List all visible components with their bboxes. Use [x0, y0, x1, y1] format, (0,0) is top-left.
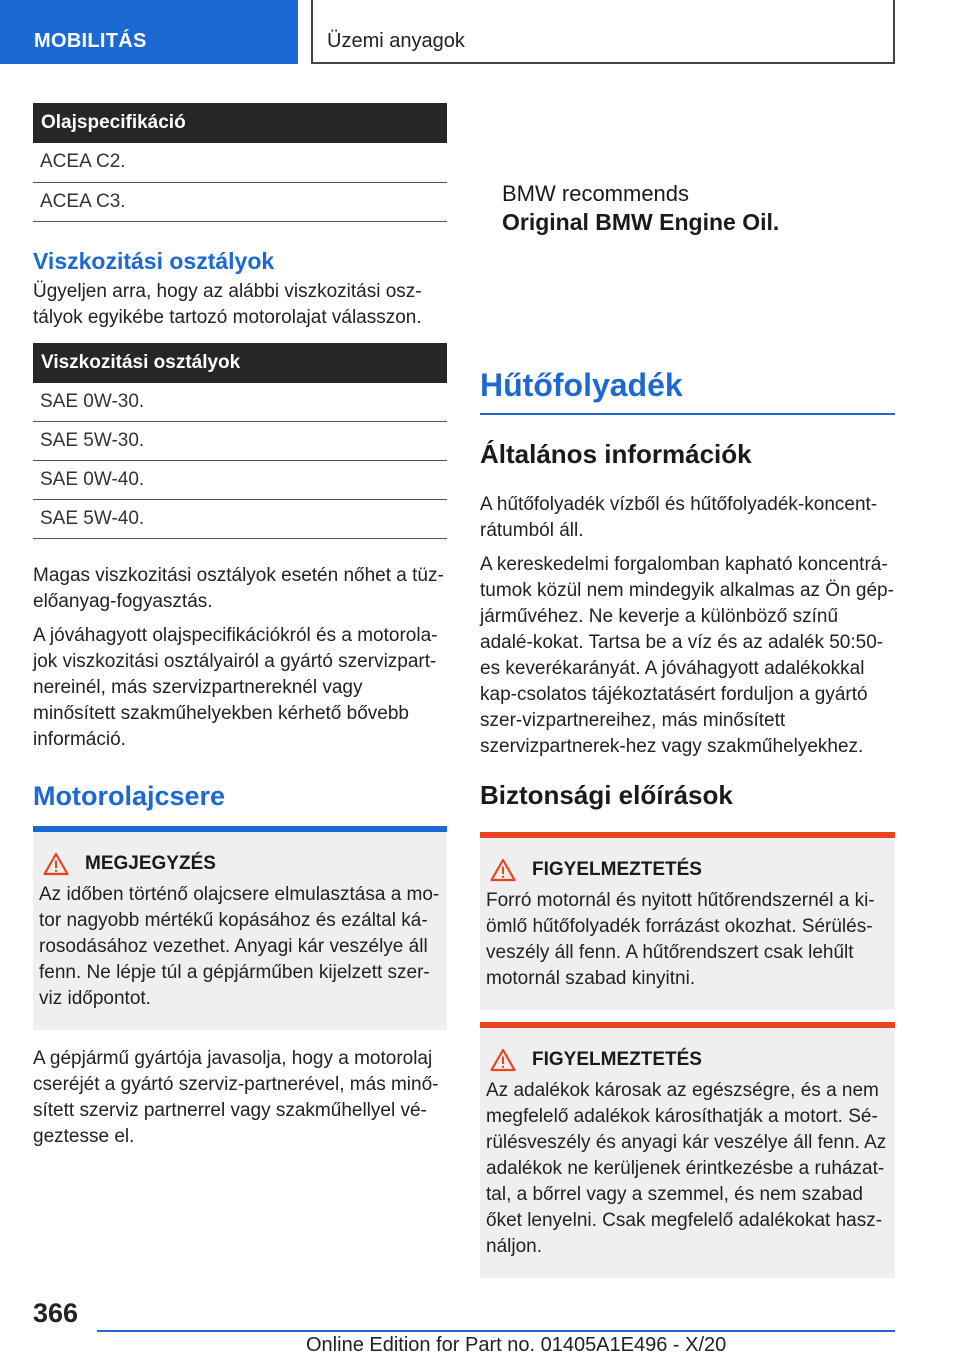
table-row: ACEA C2.	[33, 143, 447, 182]
warning-box-2	[480, 1028, 895, 1278]
general-info-para-1: A hűtőfolyadék vízből és hűtőfolyadék-koncent-rátumból áll.	[480, 493, 878, 541]
warning-header	[486, 1048, 889, 1072]
table-header: Olajspecifikáció	[33, 103, 447, 143]
page-number: 366	[33, 1298, 79, 1328]
viscosity-table	[33, 343, 447, 540]
notice-text: Az időben történő olajcsere elmulasztása a mo-tor nagyobb mértékű kopásához és ezáltal ká-rosodásához vezethet. Anyagi kár veszélye áll fenn. Ne lépje túl a gépjárműben kijelzett szer-viz időpontot.	[39, 884, 440, 1009]
right-column	[480, 103, 895, 1278]
warning-text: Forró motornál és nyitott hűtőrendszernél a ki-ömlő hűtőfolyadék forrázást okozhat. Sérülés-veszély áll fenn. A hűtőrendszert csak lehűlt motornál szabad kinyitni.	[486, 890, 875, 990]
viscosity-intro: Ügyeljen arra, hogy az alábbi viszkozitási osz-tályok egyikébe tartozó motorolajat válasszon.	[33, 280, 422, 328]
warning-title: FIGYELMEZTETÉS	[532, 859, 702, 881]
table-row: SAE 0W-30.	[33, 383, 447, 422]
oil-change-heading: Motorolajcsere	[33, 781, 226, 811]
notice-box	[33, 832, 447, 1030]
oil-change-text: A gépjármű gyártója javasolja, hogy a motorolaj cseréjét a gyártó szerviz-partnerével, más minő-sített szerviz partnerrel vagy szakműhellyel vé-geztesse el.	[33, 1048, 439, 1147]
warning-triangle-icon	[490, 1048, 516, 1072]
logo-line-2: Original BMW Engine Oil.	[502, 209, 780, 235]
notice-title: MEGJEGYZÉS	[85, 853, 216, 874]
safety-heading: Biztonsági előírások	[480, 779, 733, 810]
warning-header	[486, 858, 889, 882]
footer-edition: Online Edition for Part no. 01405A1E496 - X/20	[306, 1334, 727, 1356]
general-info-heading: Általános információk	[480, 439, 752, 469]
table-row: ACEA C3.	[33, 182, 447, 221]
warning-triangle-icon	[43, 852, 69, 876]
notice-header	[39, 852, 441, 876]
section-rule	[480, 413, 895, 415]
general-info-para-2: A kereskedelmi forgalomban kapható koncentrá-tumok közül nem mindegyik alkalmas az Ön gép-járművéhez. Ne keverje a különböző színű adalé-kokat. Tartsa be a víz és az adalék 50:50-es keverékarányát. A jóváhagyott adalékokkal kap-csolatos tájékoztatásért forduljon a gyártó szer-vizpartnereihez, más minősített szervizpartnerek-hez vagy szakműhelyekhez.	[480, 553, 894, 757]
warning-title: FIGYELMEZTETÉS	[532, 1049, 702, 1071]
viscosity-para-1: Magas viszkozitási osztályok esetén nőhet a tüz-előanyag-fogyasztás.	[33, 565, 444, 612]
coolant-heading: Hűtőfolyadék	[480, 367, 683, 403]
table-row: SAE 5W-40.	[33, 500, 447, 539]
viscosity-heading: Viszkozitási osztályok	[33, 247, 275, 274]
table-row: SAE 5W-30.	[33, 422, 447, 461]
table-header: Viszkozitási osztályok	[33, 343, 447, 383]
table-row: SAE 0W-40.	[33, 461, 447, 500]
bmw-oil-logo	[480, 103, 895, 333]
footer-rule	[97, 1330, 895, 1332]
logo-line-1: BMW recommends	[502, 181, 690, 206]
warning-triangle-icon	[490, 858, 516, 882]
viscosity-para-2: A jóváhagyott olajspecifikációkról és a motorola-jok viszkozitási osztályairól a gyártó szervizpart-nereinél, más szervizpartnereknél vagy minősített szakműhelyekben kérhető bővebb információ.	[33, 625, 438, 750]
page-title: Üzemi anyagok	[311, 0, 895, 64]
left-column	[33, 103, 447, 1150]
warning-box-1	[480, 838, 895, 1010]
section-tab: MOBILITÁS	[0, 0, 298, 64]
oil-spec-table	[33, 103, 447, 222]
warning-text: Az adalékok károsak az egészségre, és a nem megfelelő adalékok károsíthatják a motort. Sé-rülésveszély és anyagi kár veszélye áll fenn. Az adalékok ne kerüljenek érintkezésbe a ruházat-tal, a bőrrel vagy a szemmel, és nem szabad őket lenyelni. Csak megfelelő adalékokat hasz-náljon.	[486, 1080, 887, 1258]
